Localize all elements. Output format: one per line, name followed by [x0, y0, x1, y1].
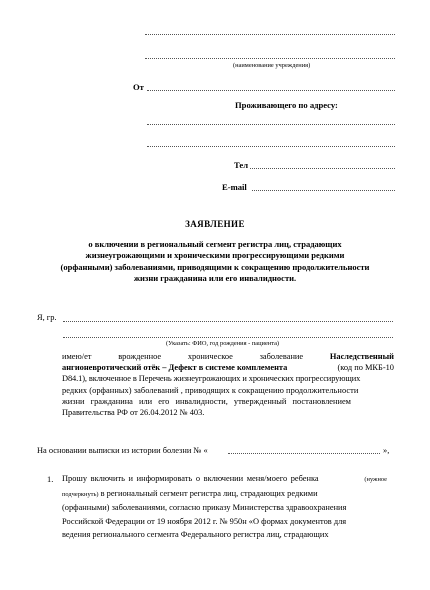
subtitle-line-1: о включении в региональный сегмент регистра лиц, страдающих — [88, 239, 342, 249]
p1-line-5: жизни гражданина или его инвалидности, утвержденный постановлением — [62, 396, 351, 406]
fio-line[interactable] — [63, 321, 393, 322]
p1-bold-2: ангионевротический отёк – Дефект в системе комплемента — [62, 363, 288, 373]
p1-word-4: заболевание — [259, 352, 304, 361]
address-label: Проживающего по адресу: — [235, 100, 338, 110]
institution-line-1[interactable] — [145, 34, 395, 35]
p1-word-3: хроническое — [187, 352, 233, 361]
ya-gr-label: Я, гр. — [37, 313, 57, 322]
fio-caption: (Указать: ФИО, год рождения - пациента) — [166, 340, 280, 347]
document-subtitle — [22, 239, 408, 285]
subtitle-line-3: (орфанными) заболеваниями, приводящими к сокращению продолжительности — [60, 261, 370, 272]
subtitle-line-4: жизни гражданина или его инвалидности. — [133, 273, 297, 284]
p1-word-1: имею/ет — [62, 352, 92, 361]
subtitle-line-2: жизнеугрожающими и хроническими прогрессирующими редкими — [85, 250, 345, 261]
basis-start: На основании выписки из истории болезни № « — [37, 446, 208, 455]
item-note-1: (нужное — [364, 476, 387, 483]
email-label: E-mail — [222, 182, 247, 192]
item-number: 1. — [47, 475, 54, 484]
p1-line-4: редких (орфанных) заболеваний , приводящих к сокращению продолжительности — [62, 385, 359, 395]
p1-line-3: D84.1), включенное в Перечень жизнеугрожающих и хронических прогрессирующих — [62, 374, 361, 384]
item-line-3: (орфанными) заболеваниями, согласно приказу Министерства здравоохранения — [62, 503, 347, 512]
from-label: От — [133, 82, 144, 92]
tel-line[interactable] — [250, 168, 395, 169]
history-number-line[interactable] — [228, 453, 380, 454]
fio-line-2[interactable] — [63, 337, 393, 338]
paragraph-diagnosis — [62, 351, 394, 418]
institution-line-2[interactable] — [145, 58, 395, 59]
item-text — [62, 472, 387, 542]
tel-label: Тел — [234, 160, 249, 170]
p1-line-2-rest: (код по МКБ-10 — [337, 363, 394, 373]
item-note-2: подчеркнуть) — [62, 490, 99, 498]
p1-line-6: Правительства РФ от 26.04.2012 № 403. — [62, 408, 205, 418]
p1-bold-1: Наследственный — [329, 352, 394, 361]
document-title: ЗАЯВЛЕНИЕ — [185, 219, 245, 229]
item-line-4: Российской Федерации от 19 ноября 2012 г. № 950н «О формах документов для — [62, 516, 347, 526]
item-line-2: в региональный сегмент регистра лиц, страдающих редкими — [100, 488, 318, 498]
email-line[interactable] — [252, 190, 395, 191]
p1-word-2: врожденное — [118, 352, 162, 361]
basis-end: », — [383, 446, 390, 455]
address-line-1[interactable] — [147, 124, 395, 125]
institution-caption: (наименование учреждения) — [233, 62, 311, 69]
item-line-1: Прошу включить и информировать о включении меня/моего ребенка — [62, 474, 319, 483]
address-line-2[interactable] — [147, 146, 395, 147]
from-line[interactable] — [147, 90, 395, 91]
item-line-5: ведения регионального сегмента Федерального регистра лиц, страдающих — [62, 530, 329, 539]
